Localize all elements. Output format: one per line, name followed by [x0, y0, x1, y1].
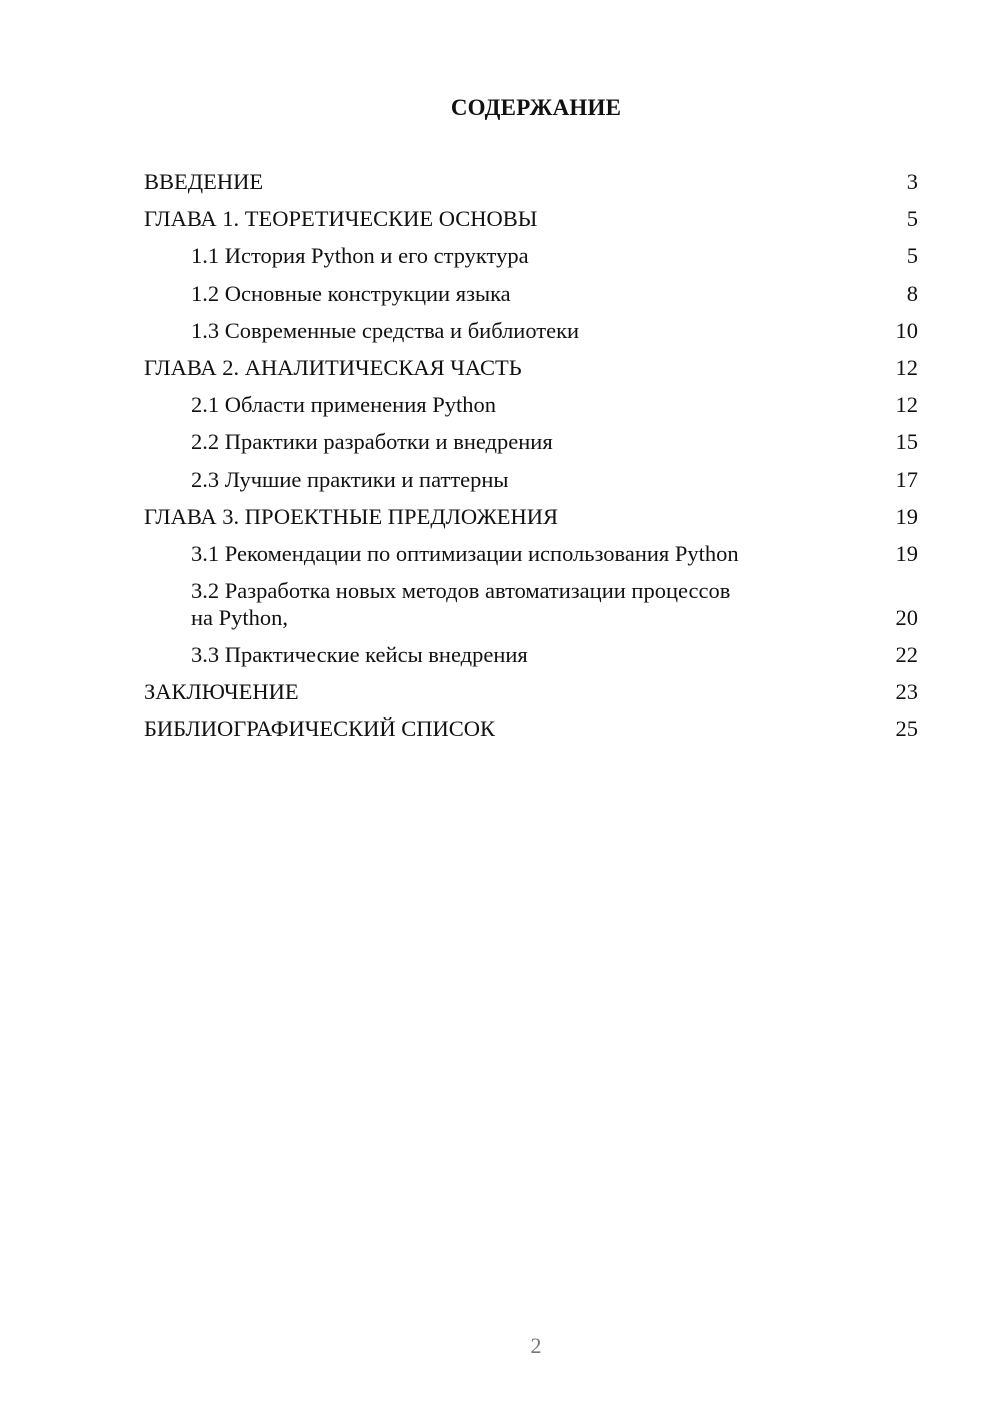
toc-entry-label: 2.2 Практики разработки и внедрения: [191, 429, 553, 455]
toc-entry-label: ВВЕДЕНИЕ: [144, 169, 264, 194]
toc-entry-page: 5: [906, 243, 918, 269]
toc-entry-chapter-1: [144, 205, 918, 232]
toc-entry-page: 17: [895, 466, 918, 492]
toc-entry-section-1-3: [144, 317, 918, 344]
toc-entry-page: 25: [895, 716, 918, 742]
toc-entry-section-2-3: [144, 466, 918, 493]
toc-entry-section-1-1: [144, 242, 918, 269]
toc-entry-label: 1.3 Современные средства и библиотеки: [191, 317, 580, 343]
toc-entry-conclusion: [144, 678, 918, 705]
toc-entry-section-3-3: [144, 641, 918, 668]
toc-entry-section-3-1: [144, 540, 918, 567]
toc-entry-bibliography: [144, 715, 918, 742]
toc-entry-section-3-2: [144, 577, 918, 631]
toc-entry-page: 10: [895, 317, 918, 343]
table-of-contents: [144, 168, 918, 753]
toc-entry-page: 12: [895, 354, 918, 380]
toc-entry-label: БИБЛИОГРАФИЧЕСКИЙ СПИСОК: [144, 716, 496, 742]
toc-entry-chapter-2: [144, 354, 918, 381]
toc-entry-page: 19: [895, 503, 918, 529]
toc-entry-section-2-2: [144, 428, 918, 455]
page-title: СОДЕРЖАНИЕ: [450, 95, 622, 120]
toc-entry-page: 20: [895, 605, 918, 631]
toc-entry-label: 1.1 История Python и его структура: [191, 243, 529, 269]
toc-entry-page: 22: [895, 642, 918, 668]
toc-entry-label: 3.2 Разработка новых методов автоматизации процессов на Python,: [191, 578, 731, 631]
toc-entry-page: 12: [895, 392, 918, 418]
toc-entry-chapter-3: [144, 503, 918, 530]
toc-entry-label: 2.3 Лучшие практики и паттерны: [191, 466, 509, 492]
toc-entry-label: ЗАКЛЮЧЕНИЕ: [144, 679, 299, 705]
toc-entry-page: 8: [906, 280, 918, 306]
page-number: 2: [530, 1333, 542, 1358]
toc-entry-label: 2.1 Области применения Python: [191, 392, 496, 418]
toc-entry-label: ГЛАВА 3. ПРОЕКТНЫЕ ПРЕДЛОЖЕНИЯ: [144, 503, 559, 529]
toc-entry-introduction: [144, 168, 918, 195]
toc-entry-section-1-2: [144, 280, 918, 307]
toc-entry-page: 5: [906, 206, 918, 232]
toc-entry-label: ГЛАВА 2. АНАЛИТИЧЕСКАЯ ЧАСТЬ: [144, 354, 522, 380]
toc-entry-page: 3: [906, 169, 918, 194]
toc-entry-page: 23: [895, 679, 918, 705]
toc-entry-label: 1.2 Основные конструкции языка: [191, 280, 511, 306]
toc-entry-label: ГЛАВА 1. ТЕОРЕТИЧЕСКИЕ ОСНОВЫ: [144, 206, 538, 232]
toc-entry-page: 19: [895, 540, 918, 566]
toc-entry-page: 15: [895, 429, 918, 455]
toc-entry-label: 3.3 Практические кейсы внедрения: [191, 642, 528, 668]
toc-entry-label: 3.1 Рекомендации по оптимизации использования Python: [191, 540, 739, 566]
toc-entry-section-2-1: [144, 391, 918, 418]
